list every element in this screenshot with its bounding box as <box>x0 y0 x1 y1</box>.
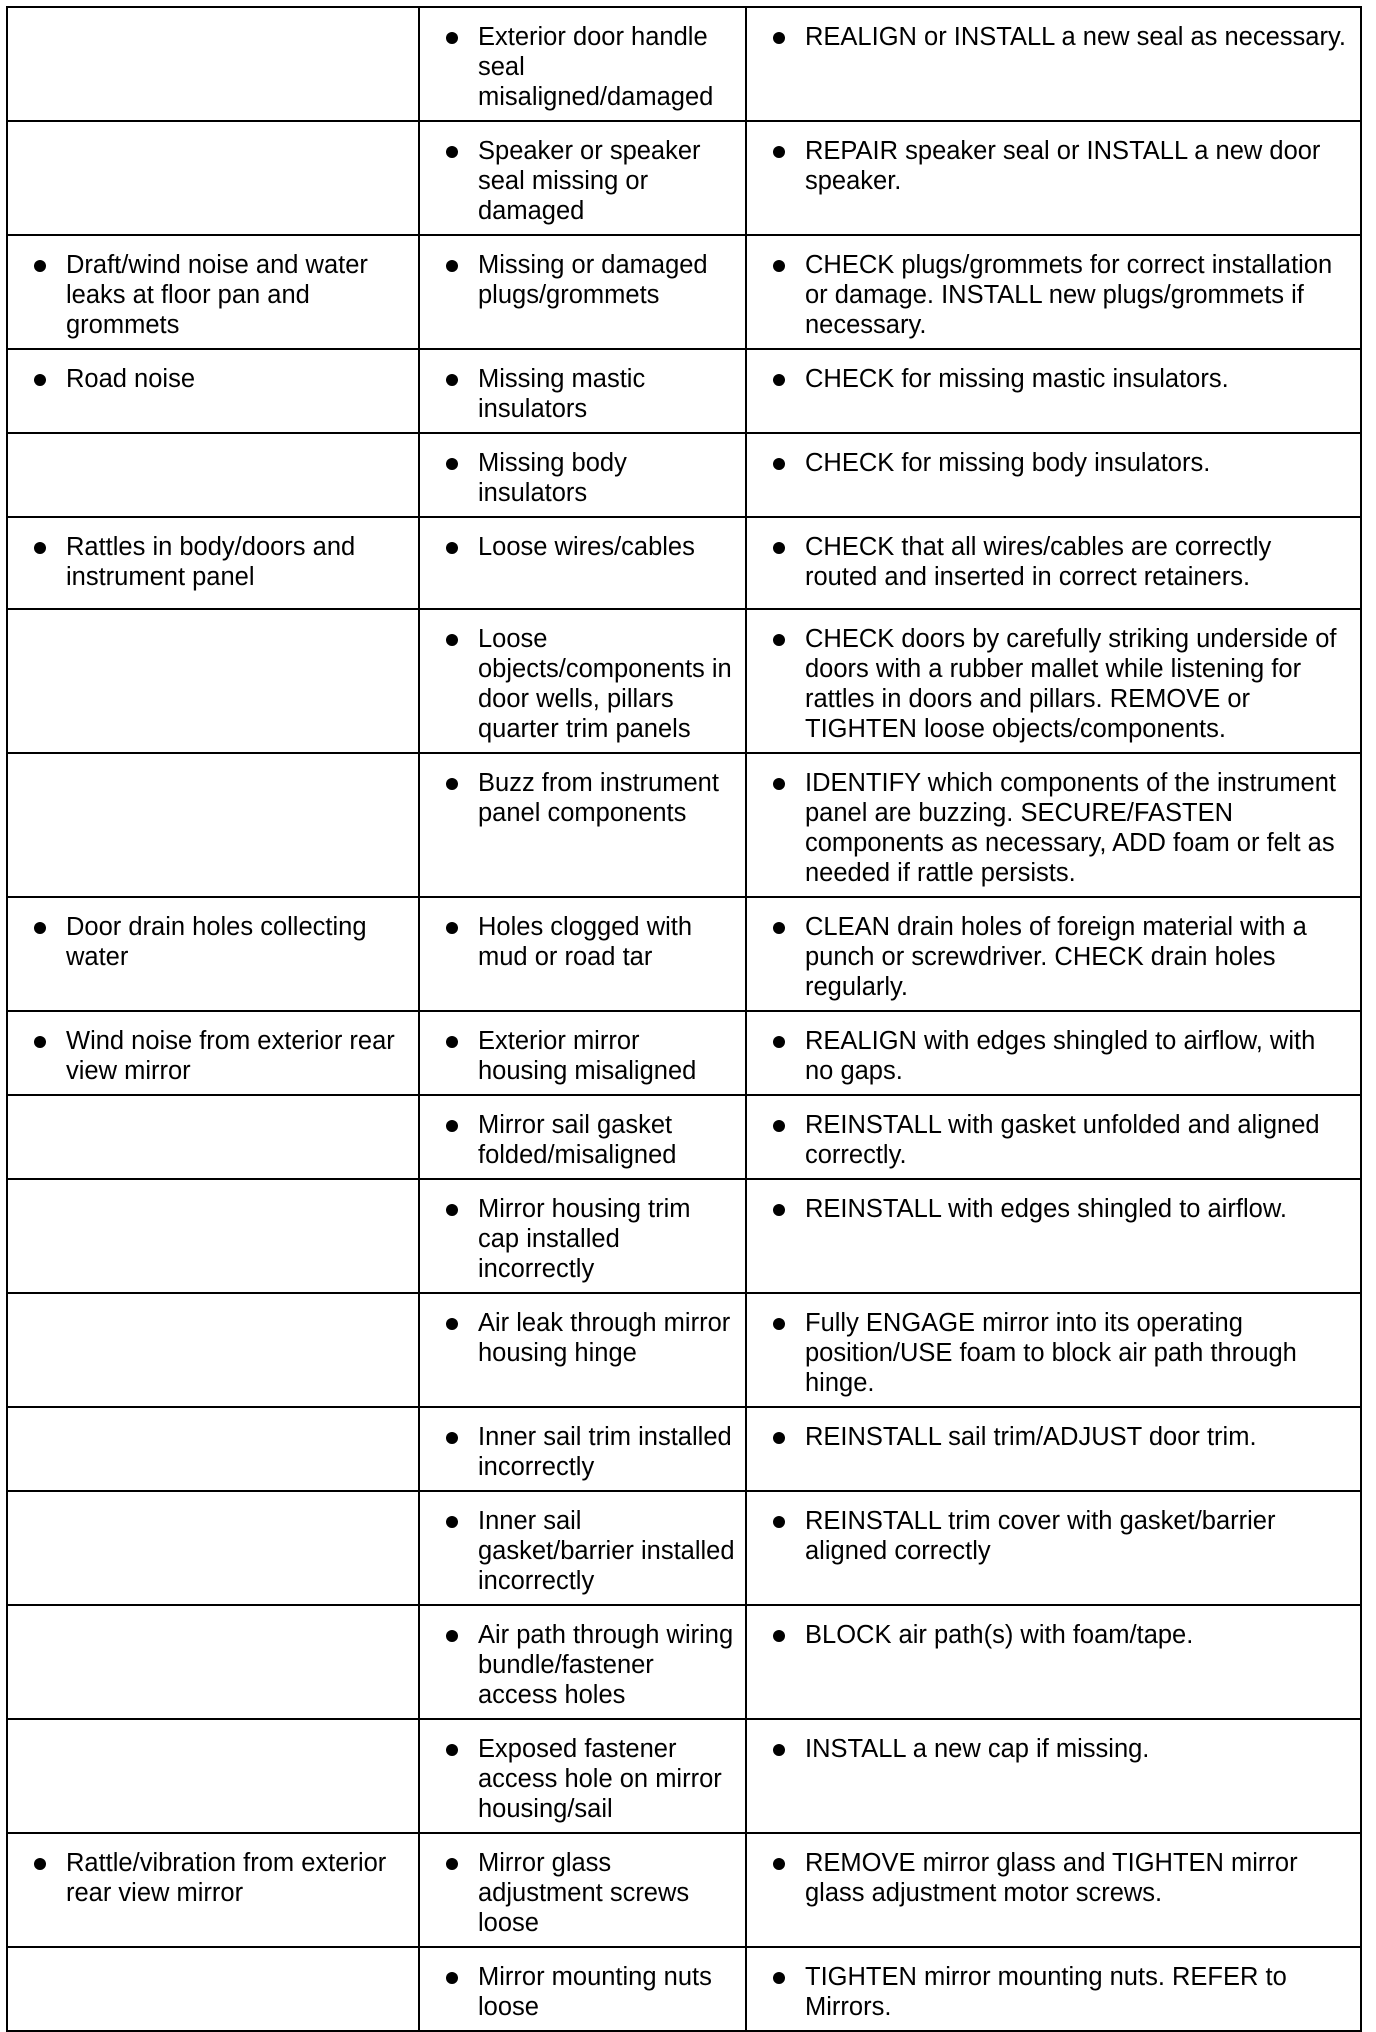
bullet-icon <box>34 542 46 554</box>
bullet-icon <box>34 922 46 934</box>
table-row <box>7 1719 1361 1833</box>
bullet-icon <box>773 1630 785 1642</box>
cause-cell <box>419 897 746 1011</box>
cause-text: Air path through wiring bundle/fastener access holes <box>478 1621 734 1709</box>
bullet-item <box>757 624 1350 744</box>
bullet-icon <box>446 1318 458 1330</box>
bullet-icon <box>773 1204 785 1216</box>
bullet-icon <box>773 1972 785 1984</box>
action-cell <box>746 609 1361 753</box>
condition-cell <box>7 121 419 235</box>
action-text: CHECK for missing mastic insulators. <box>805 365 1229 393</box>
table-row <box>7 1095 1361 1179</box>
cause-cell <box>419 433 746 517</box>
action-text: CLEAN drain holes of foreign material with a punch or screwdriver. CHECK drain holes regularly. <box>805 913 1307 1001</box>
bullet-item <box>430 250 735 310</box>
cause-text: Exposed fastener access hole on mirror housing/sail <box>478 1735 722 1823</box>
bullet-icon <box>773 922 785 934</box>
bullet-icon <box>446 32 458 44</box>
action-text: REALIGN or INSTALL a new seal as necessary. <box>805 23 1346 51</box>
table-row <box>7 1491 1361 1605</box>
bullet-item <box>757 768 1350 888</box>
bullet-item <box>430 1734 735 1824</box>
condition-cell <box>7 1719 419 1833</box>
condition-cell <box>7 1833 419 1947</box>
bullet-icon <box>446 634 458 646</box>
action-text: INSTALL a new cap if missing. <box>805 1735 1150 1763</box>
condition-cell <box>7 609 419 753</box>
bullet-item <box>18 1026 408 1086</box>
bullet-item <box>757 1848 1350 1908</box>
cause-text: Exterior door handle seal misaligned/damaged <box>478 23 714 111</box>
action-cell <box>746 1947 1361 2031</box>
bullet-item <box>757 1620 1350 1650</box>
table-row <box>7 1605 1361 1719</box>
bullet-item <box>430 624 735 744</box>
action-cell <box>746 1179 1361 1293</box>
bullet-item <box>18 364 408 394</box>
cause-cell <box>419 1011 746 1095</box>
action-cell <box>746 349 1361 433</box>
cause-cell <box>419 1095 746 1179</box>
bullet-item <box>430 1194 735 1284</box>
condition-cell <box>7 235 419 349</box>
action-text: CHECK that all wires/cables are correctly routed and inserted in correct retainers. <box>805 533 1272 591</box>
bullet-item <box>430 1848 735 1938</box>
table-row <box>7 897 1361 1011</box>
bullet-item <box>757 912 1350 1002</box>
action-cell <box>746 1605 1361 1719</box>
table-row <box>7 1407 1361 1491</box>
action-text: REINSTALL trim cover with gasket/barrier aligned correctly <box>805 1507 1276 1565</box>
bullet-item <box>430 912 735 972</box>
condition-cell <box>7 1179 419 1293</box>
action-cell <box>746 235 1361 349</box>
cause-cell <box>419 517 746 609</box>
condition-text: Rattle/vibration from exterior rear view mirror <box>66 1849 387 1907</box>
cause-cell <box>419 121 746 235</box>
cause-text: Missing body insulators <box>478 449 627 507</box>
cause-text: Inner sail gasket/barrier installed incorrectly <box>478 1507 735 1595</box>
table-row <box>7 609 1361 753</box>
bullet-icon <box>773 1036 785 1048</box>
cause-cell <box>419 1407 746 1491</box>
bullet-item <box>430 1026 735 1086</box>
diagnosis-table <box>6 6 1362 2032</box>
action-text: REINSTALL sail trim/ADJUST door trim. <box>805 1423 1257 1451</box>
bullet-icon <box>773 1120 785 1132</box>
condition-cell <box>7 433 419 517</box>
cause-cell <box>419 1947 746 2031</box>
condition-cell <box>7 1011 419 1095</box>
action-text: TIGHTEN mirror mounting nuts. REFER to Mirrors. <box>805 1963 1287 2021</box>
bullet-item <box>757 448 1350 478</box>
bullet-item <box>757 1962 1350 2022</box>
table-row <box>7 7 1361 121</box>
bullet-icon <box>446 542 458 554</box>
condition-cell <box>7 517 419 609</box>
bullet-item <box>757 364 1350 394</box>
cause-text: Mirror housing trim cap installed incorrectly <box>478 1195 691 1283</box>
cause-text: Exterior mirror housing misaligned <box>478 1027 697 1085</box>
cause-text: Loose objects/components in door wells, pillars quarter trim panels <box>478 625 732 743</box>
action-text: CHECK doors by carefully striking underside of doors with a rubber mallet while listening for rattles in doors and pillars. REMOVE or TIGHTEN loose objects/components. <box>805 625 1337 743</box>
bullet-icon <box>446 1744 458 1756</box>
bullet-icon <box>773 1318 785 1330</box>
condition-cell <box>7 753 419 897</box>
bullet-icon <box>446 374 458 386</box>
condition-text: Road noise <box>66 365 196 393</box>
bullet-item <box>430 1308 735 1368</box>
cause-cell <box>419 7 746 121</box>
bullet-item <box>757 22 1350 52</box>
bullet-item <box>18 250 408 340</box>
bullet-icon <box>773 1858 785 1870</box>
action-cell <box>746 7 1361 121</box>
bullet-icon <box>773 146 785 158</box>
action-cell <box>746 1719 1361 1833</box>
bullet-item <box>430 768 735 828</box>
action-cell <box>746 897 1361 1011</box>
table-row <box>7 235 1361 349</box>
condition-cell <box>7 1095 419 1179</box>
bullet-icon <box>34 1858 46 1870</box>
bullet-item <box>757 1422 1350 1452</box>
table-row <box>7 1947 1361 2031</box>
cause-cell <box>419 1179 746 1293</box>
table-row <box>7 349 1361 433</box>
action-text: Fully ENGAGE mirror into its operating position/USE foam to block air path through hinge. <box>805 1309 1297 1397</box>
cause-text: Mirror glass adjustment screws loose <box>478 1849 690 1937</box>
cause-cell <box>419 1719 746 1833</box>
bullet-item <box>757 1194 1350 1224</box>
bullet-icon <box>446 1432 458 1444</box>
table-row <box>7 753 1361 897</box>
bullet-item <box>757 532 1350 592</box>
bullet-item <box>430 1506 735 1596</box>
bullet-icon <box>446 146 458 158</box>
action-text: REALIGN with edges shingled to airflow, with no gaps. <box>805 1027 1316 1085</box>
bullet-item <box>430 1110 735 1170</box>
cause-cell <box>419 753 746 897</box>
bullet-icon <box>34 1036 46 1048</box>
bullet-icon <box>773 374 785 386</box>
bullet-item <box>757 1506 1350 1566</box>
bullet-icon <box>773 260 785 272</box>
bullet-item <box>430 22 735 112</box>
action-text: REINSTALL with edges shingled to airflow. <box>805 1195 1287 1223</box>
condition-cell <box>7 1605 419 1719</box>
action-cell <box>746 1491 1361 1605</box>
bullet-icon <box>773 458 785 470</box>
bullet-item <box>430 1962 735 2022</box>
bullet-icon <box>446 1630 458 1642</box>
cause-cell <box>419 609 746 753</box>
action-text: CHECK plugs/grommets for correct installation or damage. INSTALL new plugs/grommets if necessary. <box>805 251 1333 339</box>
bullet-icon <box>446 1036 458 1048</box>
bullet-item <box>757 1308 1350 1398</box>
bullet-icon <box>446 922 458 934</box>
condition-cell <box>7 1491 419 1605</box>
cause-text: Inner sail trim installed incorrectly <box>478 1423 732 1481</box>
cause-text: Holes clogged with mud or road tar <box>478 913 693 971</box>
bullet-item <box>757 1110 1350 1170</box>
action-text: CHECK for missing body insulators. <box>805 449 1211 477</box>
action-text: REMOVE mirror glass and TIGHTEN mirror glass adjustment motor screws. <box>805 1849 1298 1907</box>
condition-text: Wind noise from exterior rear view mirror <box>66 1027 395 1085</box>
bullet-item <box>18 1848 408 1908</box>
condition-cell <box>7 349 419 433</box>
bullet-item <box>757 1734 1350 1764</box>
cause-cell <box>419 235 746 349</box>
cause-text: Mirror sail gasket folded/misaligned <box>478 1111 677 1169</box>
action-cell <box>746 121 1361 235</box>
bullet-icon <box>773 542 785 554</box>
action-cell <box>746 517 1361 609</box>
cause-cell <box>419 349 746 433</box>
bullet-icon <box>446 1972 458 1984</box>
bullet-item <box>430 1620 735 1710</box>
cause-text: Air leak through mirror housing hinge <box>478 1309 731 1367</box>
bullet-icon <box>773 32 785 44</box>
action-cell <box>746 1095 1361 1179</box>
table-row <box>7 1833 1361 1947</box>
bullet-item <box>430 1422 735 1482</box>
condition-cell <box>7 1407 419 1491</box>
action-cell <box>746 1407 1361 1491</box>
bullet-icon <box>446 260 458 272</box>
action-cell <box>746 1833 1361 1947</box>
bullet-icon <box>34 374 46 386</box>
bullet-icon <box>34 260 46 272</box>
table-row <box>7 1293 1361 1407</box>
bullet-icon <box>773 1432 785 1444</box>
condition-text: Door drain holes collecting water <box>66 913 367 971</box>
table-row <box>7 121 1361 235</box>
condition-text: Draft/wind noise and water leaks at floor pan and grommets <box>66 251 368 339</box>
bullet-icon <box>446 1516 458 1528</box>
action-cell <box>746 1293 1361 1407</box>
bullet-icon <box>446 1204 458 1216</box>
action-cell <box>746 433 1361 517</box>
bullet-item <box>757 1026 1350 1086</box>
cause-text: Missing mastic insulators <box>478 365 646 423</box>
bullet-item <box>18 532 408 592</box>
table-row <box>7 433 1361 517</box>
action-cell <box>746 753 1361 897</box>
condition-cell <box>7 1947 419 2031</box>
table-row <box>7 1179 1361 1293</box>
cause-text: Missing or damaged plugs/grommets <box>478 251 708 309</box>
bullet-item <box>757 136 1350 196</box>
bullet-icon <box>446 1120 458 1132</box>
action-cell <box>746 1011 1361 1095</box>
bullet-item <box>18 912 408 972</box>
bullet-item <box>430 136 735 226</box>
bullet-icon <box>773 778 785 790</box>
bullet-icon <box>773 634 785 646</box>
diagnosis-table-body <box>7 7 1361 2031</box>
bullet-icon <box>446 778 458 790</box>
cause-cell <box>419 1605 746 1719</box>
bullet-icon <box>446 1858 458 1870</box>
cause-text: Mirror mounting nuts loose <box>478 1963 712 2021</box>
action-text: REPAIR speaker seal or INSTALL a new door speaker. <box>805 137 1321 195</box>
action-text: BLOCK air path(s) with foam/tape. <box>805 1621 1194 1649</box>
bullet-item <box>430 448 735 508</box>
bullet-icon <box>773 1516 785 1528</box>
table-row <box>7 1011 1361 1095</box>
bullet-icon <box>773 1744 785 1756</box>
cause-cell <box>419 1293 746 1407</box>
condition-cell <box>7 7 419 121</box>
action-text: IDENTIFY which components of the instrument panel are buzzing. SECURE/FASTEN components as necessary, ADD foam or felt as needed if rattle persists. <box>805 769 1337 887</box>
action-text: REINSTALL with gasket unfolded and aligned correctly. <box>805 1111 1320 1169</box>
cause-text: Buzz from instrument panel components <box>478 769 719 827</box>
bullet-icon <box>446 458 458 470</box>
table-row <box>7 517 1361 609</box>
condition-cell <box>7 897 419 1011</box>
condition-cell <box>7 1293 419 1407</box>
cause-text: Speaker or speaker seal missing or damaged <box>478 137 701 225</box>
bullet-item <box>430 364 735 424</box>
cause-cell <box>419 1491 746 1605</box>
bullet-item <box>757 250 1350 340</box>
cause-cell <box>419 1833 746 1947</box>
bullet-item <box>430 532 735 562</box>
cause-text: Loose wires/cables <box>478 533 695 561</box>
condition-text: Rattles in body/doors and instrument panel <box>66 533 356 591</box>
